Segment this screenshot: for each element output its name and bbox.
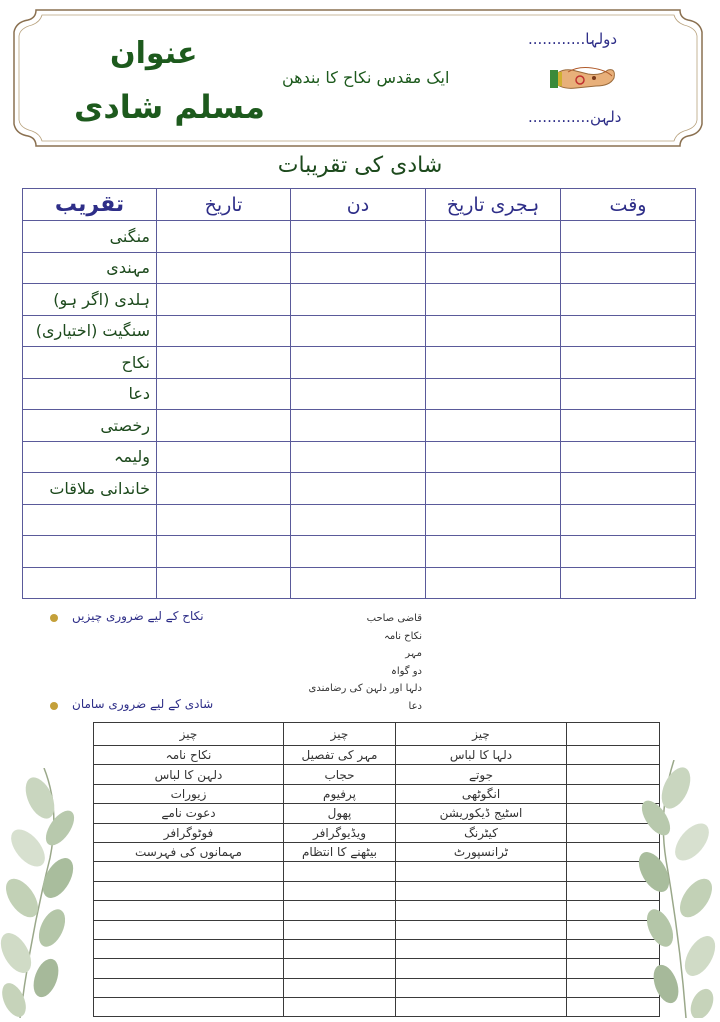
time-cell[interactable] <box>561 410 696 442</box>
list-item: دعا <box>408 700 422 712</box>
date-cell[interactable] <box>157 252 291 284</box>
column-header-item: چیز <box>396 723 567 746</box>
table-row <box>94 959 660 978</box>
date-cell[interactable] <box>157 536 291 568</box>
events-section-title: شادی کی تقریبات <box>277 153 443 178</box>
event-name: ہلدی (اگر ہو) <box>23 284 157 316</box>
column-header-item: چیز <box>284 723 396 746</box>
table-row <box>23 536 696 568</box>
day-cell[interactable] <box>291 441 426 473</box>
table-row <box>94 746 660 765</box>
day-cell[interactable] <box>291 347 426 379</box>
event-name: رخصتی <box>23 410 157 442</box>
day-cell[interactable] <box>291 315 426 347</box>
table-row <box>94 978 660 997</box>
item-cell[interactable] <box>94 862 284 881</box>
table-row <box>23 567 696 599</box>
time-cell[interactable] <box>561 252 696 284</box>
hijri-date-cell[interactable] <box>426 221 561 253</box>
table-row <box>94 920 660 939</box>
item-cell[interactable] <box>284 901 396 920</box>
item-cell: فوٹوگرافر <box>94 823 284 842</box>
item-cell: نکاح نامہ <box>94 746 284 765</box>
item-cell[interactable] <box>284 862 396 881</box>
time-cell[interactable] <box>561 441 696 473</box>
time-cell[interactable] <box>561 536 696 568</box>
event-name[interactable] <box>23 536 157 568</box>
time-cell[interactable] <box>561 567 696 599</box>
item-cell[interactable] <box>396 901 567 920</box>
table-row <box>94 804 660 823</box>
date-cell[interactable] <box>157 221 291 253</box>
day-cell[interactable] <box>291 378 426 410</box>
item-cell: زیورات <box>94 784 284 803</box>
table-row <box>94 784 660 803</box>
day-cell[interactable] <box>291 504 426 536</box>
events-header-row <box>23 189 696 221</box>
bride-name-field[interactable]: دلہن............. <box>528 108 622 126</box>
item-cell: حجاب <box>284 765 396 784</box>
date-cell[interactable] <box>157 284 291 316</box>
table-row <box>23 410 696 442</box>
column-header-time: وقت <box>561 189 696 221</box>
page-title-line2: مسلم شادی <box>74 88 265 126</box>
item-cell[interactable] <box>284 998 396 1017</box>
hijri-date-cell[interactable] <box>426 378 561 410</box>
item-cell: انگوٹھی <box>396 784 567 803</box>
table-row <box>23 221 696 253</box>
item-cell: کیٹرنگ <box>396 823 567 842</box>
table-row <box>23 504 696 536</box>
item-cell: بیٹھنے کا انتظام <box>284 842 396 861</box>
table-row <box>94 939 660 958</box>
column-header-item: چیز <box>94 723 284 746</box>
nikah-requirements-label: نکاح کے لیے ضروری چیزیں <box>72 609 204 623</box>
hijri-date-cell[interactable] <box>426 441 561 473</box>
date-cell[interactable] <box>157 504 291 536</box>
item-cell: ویڈیوگرافر <box>284 823 396 842</box>
table-row <box>23 378 696 410</box>
hijri-date-cell[interactable] <box>426 315 561 347</box>
column-header-hijri-date: ہجری تاریخ <box>426 189 561 221</box>
bullet-dot-icon <box>50 614 58 622</box>
event-name: خاندانی ملاقات <box>23 473 157 505</box>
list-item: نکاح نامہ <box>383 630 422 642</box>
item-cell[interactable] <box>94 881 284 900</box>
event-name: مہندی <box>23 252 157 284</box>
leaves-decoration-icon <box>0 768 80 1022</box>
event-name[interactable] <box>23 504 157 536</box>
bullet-dot-icon <box>50 702 58 710</box>
items-header-row <box>94 723 660 746</box>
time-cell[interactable] <box>561 284 696 316</box>
table-row <box>94 842 660 861</box>
hands-mehndi-icon <box>548 60 618 100</box>
item-cell[interactable] <box>94 959 284 978</box>
table-row <box>23 473 696 505</box>
column-header-check <box>567 723 660 746</box>
hijri-date-cell[interactable] <box>426 347 561 379</box>
day-cell[interactable] <box>291 284 426 316</box>
table-row <box>23 252 696 284</box>
item-cell[interactable] <box>396 959 567 978</box>
column-header-event: تقریب <box>23 189 157 221</box>
nikah-requirements-list <box>282 610 422 715</box>
item-cell: اسٹیج ڈیکوریشن <box>396 804 567 823</box>
time-cell[interactable] <box>561 378 696 410</box>
item-cell: مہر کی تفصیل <box>284 746 396 765</box>
item-cell[interactable] <box>94 998 284 1017</box>
time-cell[interactable] <box>561 504 696 536</box>
time-cell[interactable] <box>561 221 696 253</box>
tagline: ایک مقدس نکاح کا بندھن <box>282 68 450 87</box>
date-cell[interactable] <box>157 441 291 473</box>
item-cell: پرفیوم <box>284 784 396 803</box>
item-cell[interactable] <box>396 920 567 939</box>
table-row <box>94 862 660 881</box>
day-cell[interactable] <box>291 473 426 505</box>
hijri-date-cell[interactable] <box>426 567 561 599</box>
date-cell[interactable] <box>157 567 291 599</box>
item-cell[interactable] <box>94 901 284 920</box>
table-row <box>23 284 696 316</box>
event-name: منگنی <box>23 221 157 253</box>
table-row <box>23 315 696 347</box>
event-name: نکاح <box>23 347 157 379</box>
hijri-date-cell[interactable] <box>426 410 561 442</box>
item-cell[interactable] <box>284 978 396 997</box>
item-cell[interactable] <box>94 939 284 958</box>
item-cell[interactable] <box>94 978 284 997</box>
item-cell[interactable] <box>94 920 284 939</box>
hijri-date-cell[interactable] <box>426 252 561 284</box>
event-name: دعا <box>23 378 157 410</box>
date-cell[interactable] <box>157 473 291 505</box>
table-row <box>94 765 660 784</box>
day-cell[interactable] <box>291 567 426 599</box>
leaves-decoration-icon <box>636 760 720 1022</box>
item-cell: دلہن کا لباس <box>94 765 284 784</box>
date-cell[interactable] <box>157 378 291 410</box>
date-cell[interactable] <box>157 410 291 442</box>
date-cell[interactable] <box>157 315 291 347</box>
item-cell[interactable] <box>396 939 567 958</box>
day-cell[interactable] <box>291 536 426 568</box>
day-cell[interactable] <box>291 252 426 284</box>
time-cell[interactable] <box>561 347 696 379</box>
event-name[interactable] <box>23 567 157 599</box>
table-row <box>23 441 696 473</box>
item-cell[interactable] <box>396 978 567 997</box>
day-cell[interactable] <box>291 410 426 442</box>
time-cell[interactable] <box>561 473 696 505</box>
item-cell[interactable] <box>284 920 396 939</box>
table-row <box>94 998 660 1017</box>
item-cell[interactable] <box>396 998 567 1017</box>
event-name: ولیمہ <box>23 441 157 473</box>
item-cell[interactable] <box>396 881 567 900</box>
column-header-date: تاریخ <box>157 189 291 221</box>
item-cell[interactable] <box>284 939 396 958</box>
day-cell[interactable] <box>291 221 426 253</box>
item-cell: پھول <box>284 804 396 823</box>
item-cell[interactable] <box>284 881 396 900</box>
hijri-date-cell[interactable] <box>426 504 561 536</box>
item-cell: ٹرانسپورٹ <box>396 842 567 861</box>
table-row <box>94 823 660 842</box>
column-header-day: دن <box>291 189 426 221</box>
item-cell: دلہا کا لباس <box>396 746 567 765</box>
list-item: قاضی صاحب <box>366 613 422 624</box>
list-item: دلہا اور دلہن کی رضامندی <box>308 683 422 694</box>
item-cell: دعوت نامے <box>94 804 284 823</box>
item-cell: مہمانوں کی فہرست <box>94 842 284 861</box>
item-cell[interactable] <box>284 959 396 978</box>
wedding-items-label: شادی کے لیے ضروری سامان <box>72 697 214 711</box>
table-row <box>94 901 660 920</box>
item-cell: جوتے <box>396 765 567 784</box>
page-title-line1: عنوان <box>110 36 198 71</box>
list-item: دو گواہ <box>390 665 422 677</box>
date-cell[interactable] <box>157 347 291 379</box>
hijri-date-cell[interactable] <box>426 284 561 316</box>
item-cell[interactable] <box>396 862 567 881</box>
groom-name-field[interactable]: دولہا............ <box>528 30 618 48</box>
table-row <box>94 881 660 900</box>
events-table <box>22 188 696 599</box>
wedding-items-table <box>93 722 660 1017</box>
time-cell[interactable] <box>561 315 696 347</box>
event-name: سنگیت (اختیاری) <box>23 315 157 347</box>
hijri-date-cell[interactable] <box>426 473 561 505</box>
hijri-date-cell[interactable] <box>426 536 561 568</box>
table-row <box>23 347 696 379</box>
list-item: مہر <box>405 648 422 659</box>
